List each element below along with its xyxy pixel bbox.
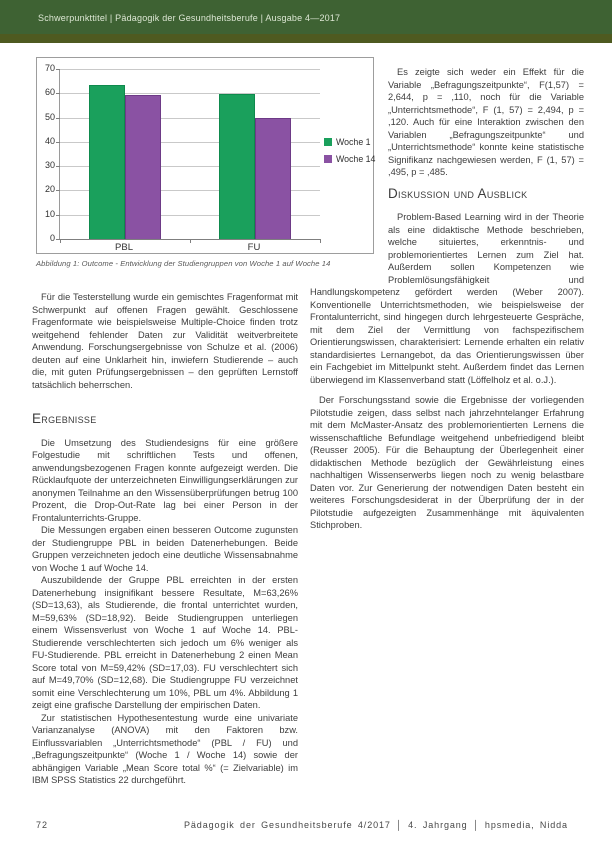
y-tick — [56, 142, 60, 143]
y-tick-label: 70 — [44, 63, 55, 73]
legend-label: Woche 14 — [336, 154, 376, 164]
header-stripe — [0, 34, 612, 43]
y-tick — [56, 93, 60, 94]
gridline — [60, 69, 320, 70]
page-number: 72 — [36, 820, 49, 830]
footer-text: Pädagogik der Gesundheitsberufe 4/2017 │ 4. Jahrgang │ hpsmedia, Nidda — [184, 820, 568, 830]
footer — [0, 820, 612, 834]
paragraph-results-3: Auszubildende der Gruppe PBL erreichten in der ersten Datenerhebung insignifikant bessere Resultate, M=63,26% (SD=13,63), als Studierende, die frontal unterrichtet wurden, M=59,63% (SD=18,92). Beide Studiengruppen unterliegen einem Wissensverlust von Woche 1 auf Woche 14. PBL-Studierende verschlechterten sich jedoch um 6% weniger als FU-Studierende. PBL erreicht in Datenerhebung 2 einen Mean Score total von M=59,42% (SD=17,03). FU verschlechtert sich auf M=49,70% (SD=12,68). Die Studiengruppe FU verzeichnet somit eine Verschlechterung um 10%, PBL um 4%. Abbildung 1 zeigt eine grafische Darstellung der empirischen Daten. — [32, 575, 298, 710]
bar-woche1-pbl — [89, 85, 125, 239]
y-tick-label: 60 — [44, 87, 55, 98]
x-category-label: FU — [247, 242, 261, 253]
bar-woche1-fu — [219, 94, 255, 239]
y-tick — [56, 190, 60, 191]
section-heading-ergebnisse: Ergebnisse — [32, 411, 97, 426]
left-column — [32, 291, 298, 787]
y-tick-label: 40 — [44, 135, 55, 146]
right-column — [310, 66, 584, 532]
y-tick-label: 0 — [49, 233, 55, 243]
y-tick-label: 20 — [44, 184, 55, 195]
chart-plot — [59, 69, 320, 240]
y-tick — [56, 69, 60, 70]
bar-woche14-fu — [255, 118, 291, 239]
legend-label: Woche 1 — [336, 137, 371, 147]
paragraph-results-1: Die Umsetzung des Studiendesigns für eine größere Folgestudie mit schriftlichen Tests und offenen, anwendungsbezogenen Fragen konnte aufgezeigt werden. Die Rücklaufquote der unterzeichneten Einwilligungserklärungen zur anonymen Teilnahme an den Wissensüberprüfungen betrug 100 Prozent, die Drop-Out-Rate lag bei einer Person in der Frontalunterrichts-Gruppe. — [32, 437, 298, 523]
y-tick — [56, 166, 60, 167]
paragraph-results-2: Die Messungen ergaben einen besseren Outcome zugunsten der Studiengruppe PBL in beiden Datenerhebungen. Beide Gruppen verzeichneten jedoch eine deutliche Wissensabnahme von Woche 1 auf Woche 14. — [32, 525, 298, 573]
section-heading-diskussion: Diskussion und Ausblick — [388, 185, 528, 201]
paragraph-discussion: Problem-Based Learning wird in der Theorie als eine didaktische Methode beschrieben, welche situiertes, erkenntnis- und problemorientiertes Lernen zum Ziel hat. Außerdem sollen Kompetenzen wie Problemlösungsfähigkeit und Handlungskompetenz gefördert werden (Weber 2007). Konventionelle Unterrichtsmethoden, wie beispielsweise der Frontalunterricht, sind hingegen durch lehrgesteuerte Gespräche, mit dem Ziel der Vermittlung von fachspezifischem Orientierungswissen, charakterisiert: Lernende erhalten ein relativ standardisiertes Lernangebot, da das Orientierungswissen über ein Fachgebiet im Mittelpunkt steht. Außerdem findet das Lernen überwiegend im Klassenverband statt (Löffelholz et al. o.J.). — [310, 212, 584, 385]
y-tick-label: 30 — [44, 160, 55, 171]
y-tick — [56, 118, 60, 119]
paragraph-anova-results: Es zeigte sich weder ein Effekt für die Variable „Befragungszeitpunkte“, F(1,57) = 2,644, p = ,110, noch für die Variable „Unterrichtsmethode“, F (1, 57) = 2,494, p = ,120. Auch für eine Interaktion zwischen den Variablen „Befragungszeitpunkte“ und „Unterrichtsmethode“ konnte keine statistische Signifikanz nachgewiesen werden, F (1, 57) = ,495, p = ,485. — [388, 67, 584, 177]
y-tick-label: 10 — [44, 208, 55, 219]
x-category-label: PBL — [115, 242, 133, 253]
figure-caption: Abbildung 1: Outcome - Entwicklung der Studiengruppen von Woche 1 auf Woche 14 — [36, 259, 331, 268]
y-tick-label: 50 — [44, 111, 55, 122]
y-tick — [56, 215, 60, 216]
paragraph-outlook: Der Forschungsstand sowie die Ergebnisse der vorliegenden Pilotstudie zeigen, dass selbst nach jahrzehntelanger Erfahrung mit dem McMaster-Ansatz des problemorientierten Lernens die wissenschaftliche Befundlage weitgehend unbefriedigend bleibt (Reusser 2005). Für die Behauptung der Überlegenheit einer didaktischen Methode bezüglich der Gewährleistung eines nachhaltigen Wissenserwerbs liegen noch zu wenig belastbare Daten vor. Zur Generierung der notwendigen Daten besteht ein weiteres Forschungsdesiderat in der Überprüfung der in der Pilotstudie aufgezeigten Zusammenhänge mit äquivalenten Stichproben. — [310, 395, 584, 530]
header-bar — [0, 0, 612, 34]
header-title: Schwerpunkttitel | Pädagogik der Gesundheitsberufe | Ausgabe 4—2017 — [38, 13, 341, 23]
paragraph-results-4: Zur statistischen Hypothesentestung wurde eine univariate Varianzanalyse (ANOVA) mit den Faktoren bzw. Einflussvariablen „Unterrichtsmethode“ (PBL / FU) und „Befragungszeitpunkte“ (Woche 1 / Woche 14) sowie der abhängigen Variable „Mean Score total %“ (= Zielvariable) im IBM SPSS Statistics 22 durchgeführt. — [32, 712, 298, 785]
chart-spacer — [310, 66, 388, 286]
bar-woche14-pbl — [125, 95, 161, 239]
chart-x-axis — [59, 242, 319, 255]
paragraph-test-construction: Für die Testerstellung wurde ein gemischtes Fragenformat mit Schwerpunkt auf offenen Fragen gewählt. Geschlossene Fragenformate wie beispielsweise Multiple-Choice finden trotz weitgehend fehlender Daten zur Validität weitverbreitete Anwendung. Forschungsergebnisse von Schulze et al. (2006) deuten auf eine Unklarheit hin, inwiefern Studierende – auch die, mit guten Prüfungsergebnissen – den geprüften Lernstoff tatsächlich beherrschen. — [32, 292, 298, 390]
